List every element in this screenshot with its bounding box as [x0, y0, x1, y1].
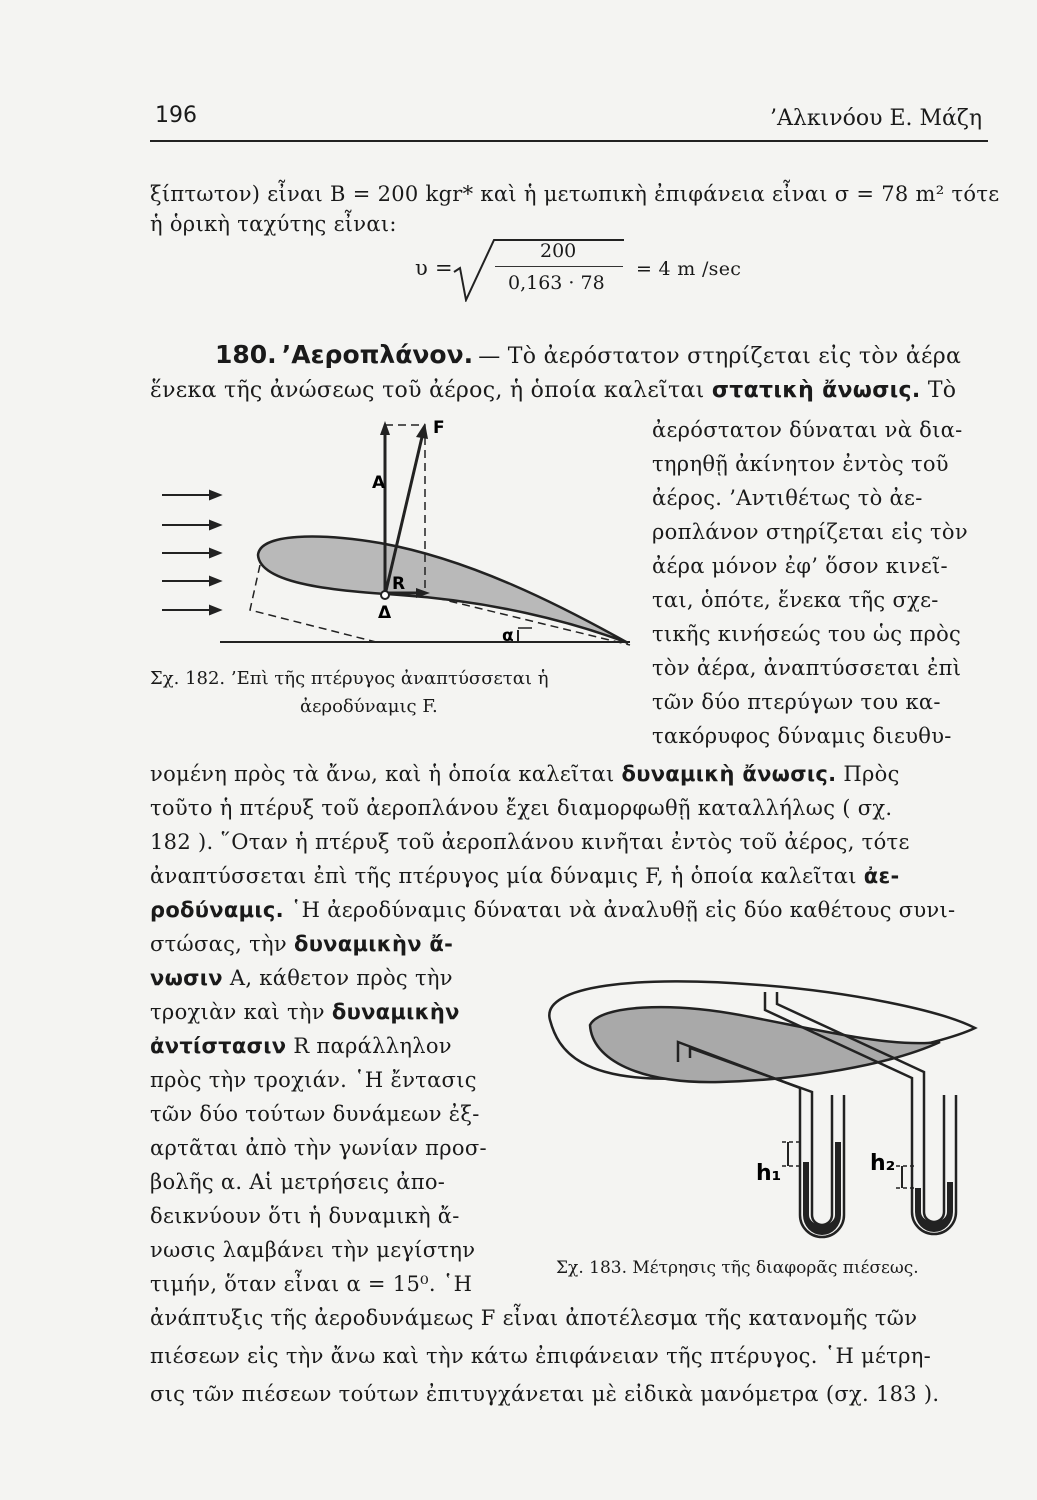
col-line: ροπλάνον στηρίζεται εἰς τὸν [652, 520, 968, 544]
section-title: ’Αεροπλάνον. [281, 340, 474, 369]
narrow-text: R παράλληλον [293, 1034, 452, 1058]
figure-182-caption-line-2: ἀεροδύναμις F. [300, 696, 438, 717]
formula-rhs: = 4 m /sec [636, 258, 742, 280]
narrow-line-1 [150, 932, 453, 956]
narrow-line-10: νωσις λαμβάνει τὴν μεγίστην [150, 1238, 476, 1262]
section-line-2 [150, 378, 956, 403]
label-delta: Δ [378, 603, 392, 623]
term-aero-2: ροδύναμις. [150, 898, 284, 922]
narrow-line-9: δεικνύουν ὅτι ἡ δυναμικὴ ἄ- [150, 1204, 460, 1228]
term-aero-1: ἀε- [863, 864, 900, 888]
narrow-line-7: αρτᾶται ἀπὸ τὴν γωνίαν προσ- [150, 1136, 487, 1160]
airflow-arrows [162, 491, 220, 614]
closing-line-2: πιέσεων εἰς τὴν ἄνω καὶ τὴν κάτω ἐπιφάνειαν τῆς πτέρυγος. ῾Η μέτρη- [150, 1344, 932, 1368]
intro-line-2: ἡ ὁρικὴ ταχύτης εἶναι: [150, 212, 397, 236]
manometer-fluid-1 [803, 1142, 841, 1235]
wing-section [590, 1007, 940, 1082]
para-line-4a: ἀναπτύσσεται ἐπὶ τῆς πτέρυγος μία δύναμις F, ἡ ὁποία καλεῖται [150, 864, 857, 888]
section-line-2c: Τὸ [927, 378, 957, 403]
para-line-5 [150, 898, 955, 922]
closing-line-1: ἀνάπτυξις τῆς ἀεροδυνάμεως F εἶναι ἀποτέλεσμα τῆς κατανομῆς τῶν [150, 1306, 918, 1330]
term-dynamic-lift: δυναμικὴ ἄνωσις. [621, 762, 837, 786]
closing-line-3: σις τῶν πιέσεων τούτων ἐπιτυγχάνεται μὲ εἰδικὰ μανόμετρα (σχ. 183 ). [150, 1382, 940, 1406]
label-h1: h₁ [756, 1161, 782, 1186]
label-alpha: α [502, 626, 514, 646]
figure-182-wing-diagram [150, 415, 640, 665]
narrow-line-8: βολῆς α. Αἱ μετρήσεις ἀπο- [150, 1170, 446, 1194]
para-line-1a: νομένη πρὸς τὰ ἄνω, καὶ ἡ ὁποία καλεῖται [150, 762, 615, 786]
intro-line-1: ξίπτωτον) εἶναι B = 200 kgr* καὶ ἡ μετωπικὴ ἐπιφάνεια εἶναι σ = 78 m² τότε [150, 182, 1000, 206]
narrow-text: A, κάθετον πρὸς τὴν [229, 966, 453, 990]
para-line-2: τοῦτο ἡ πτέρυξ τοῦ ἀεροπλάνου ἔχει διαμορφωθῇ καταλλήλως ( σχ. [150, 796, 893, 820]
col-line: ται, ὁπότε, ἕνεκα τῆς σχε- [652, 588, 939, 612]
term-dynamic-lift-acc: δυναμικὴν ἄ- [293, 932, 454, 956]
label-h2: h₂ [870, 1151, 896, 1176]
header-rule [150, 140, 988, 142]
section-line-2a: ἕνεκα τῆς ἀνώσεως τοῦ ἀέρος, ἡ ὁποία καλεῖται [150, 378, 705, 403]
formula-lhs: υ = [415, 256, 453, 280]
narrow-line-5: πρὸς τὴν τροχιάν. ῾Η ἔντασις [150, 1068, 477, 1092]
col-line: τακόρυφος δύναμις διευθυ- [652, 724, 952, 748]
term-dynamic-drag: δυναμικὴν [331, 1000, 460, 1024]
term-resistance: ἀντίστασιν [150, 1034, 287, 1058]
narrow-line-6: τῶν δύο τούτων δυνάμεων ἐξ- [150, 1102, 480, 1126]
manometer-fluid-2 [915, 1182, 953, 1232]
figure-183-caption: Σχ. 183. Μέτρησις τῆς διαφορᾶς πιέσεως. [556, 1258, 919, 1278]
col-line: τικῆς κινήσεώς του ὡς πρὸς [652, 622, 962, 646]
label-F: F [433, 418, 445, 438]
para-line-4 [150, 864, 900, 888]
figure-182-caption-line-1: Σχ. 182. ’Επὶ τῆς πτέρυγος ἀναπτύσσεται ἡ [150, 668, 549, 689]
fraction-bar [495, 266, 623, 267]
narrow-line-2 [150, 966, 453, 990]
formula-denominator: 0,163 · 78 [508, 272, 605, 294]
section-intro-text: — Τὸ ἀερόστατον στηρίζεται εἰς τὸν ἀέρα [478, 344, 962, 369]
para-line-1c: Πρὸς [843, 762, 900, 786]
label-A: A [372, 473, 386, 493]
narrow-line-4 [150, 1034, 452, 1058]
col-line: τηρηθῇ ἀκίνητον ἐντὸς τοῦ [652, 452, 949, 476]
col-line: ἀέρος. ’Αντιθέτως τὸ ἀε- [652, 486, 923, 510]
section-heading [215, 340, 961, 369]
label-R: R [392, 574, 406, 594]
narrow-line-3 [150, 1000, 460, 1024]
term-static-lift: στατικὴ ἄνωσις. [711, 378, 921, 403]
running-header-author: ’Αλκινόου Ε. Μάζη [770, 106, 982, 131]
col-line: τῶν δύο πτερύγων του κα- [652, 690, 941, 714]
wing-profile [258, 537, 628, 643]
figure-183-manometer-diagram [520, 970, 990, 1240]
narrow-line-11: τιμήν, ὅταν εἶναι α = 15⁰. ῾Η [150, 1272, 473, 1296]
page-number: 196 [155, 103, 197, 128]
col-line: τὸν ἀέρα, ἀναπτύσσεται ἐπὶ [652, 656, 962, 680]
col-line: ἀέρα μόνον ἐφ’ ὅσον κινεῖ- [652, 554, 948, 578]
term-lift-end: νωσιν [150, 966, 223, 990]
para-line-3: 182 ). ῞Οταν ἡ πτέρυξ τοῦ ἀεροπλάνου κινῆται ἐντὸς τοῦ ἀέρος, τότε [150, 830, 910, 854]
formula-numerator: 200 [540, 240, 577, 262]
para-line-1 [150, 762, 900, 786]
narrow-text: τροχιὰν καὶ τὴν [150, 1000, 325, 1024]
section-number: 180. [215, 340, 277, 369]
para-line-5b: ῾Η ἀεροδύναμις δύναται νὰ ἀναλυθῇ εἰς δύο καθέτους συνι- [290, 898, 956, 922]
narrow-text: στώσας, τὴν [150, 932, 287, 956]
pressure-center-point [381, 591, 389, 599]
col-line: ἀερόστατον δύναται νὰ δια- [652, 418, 963, 442]
